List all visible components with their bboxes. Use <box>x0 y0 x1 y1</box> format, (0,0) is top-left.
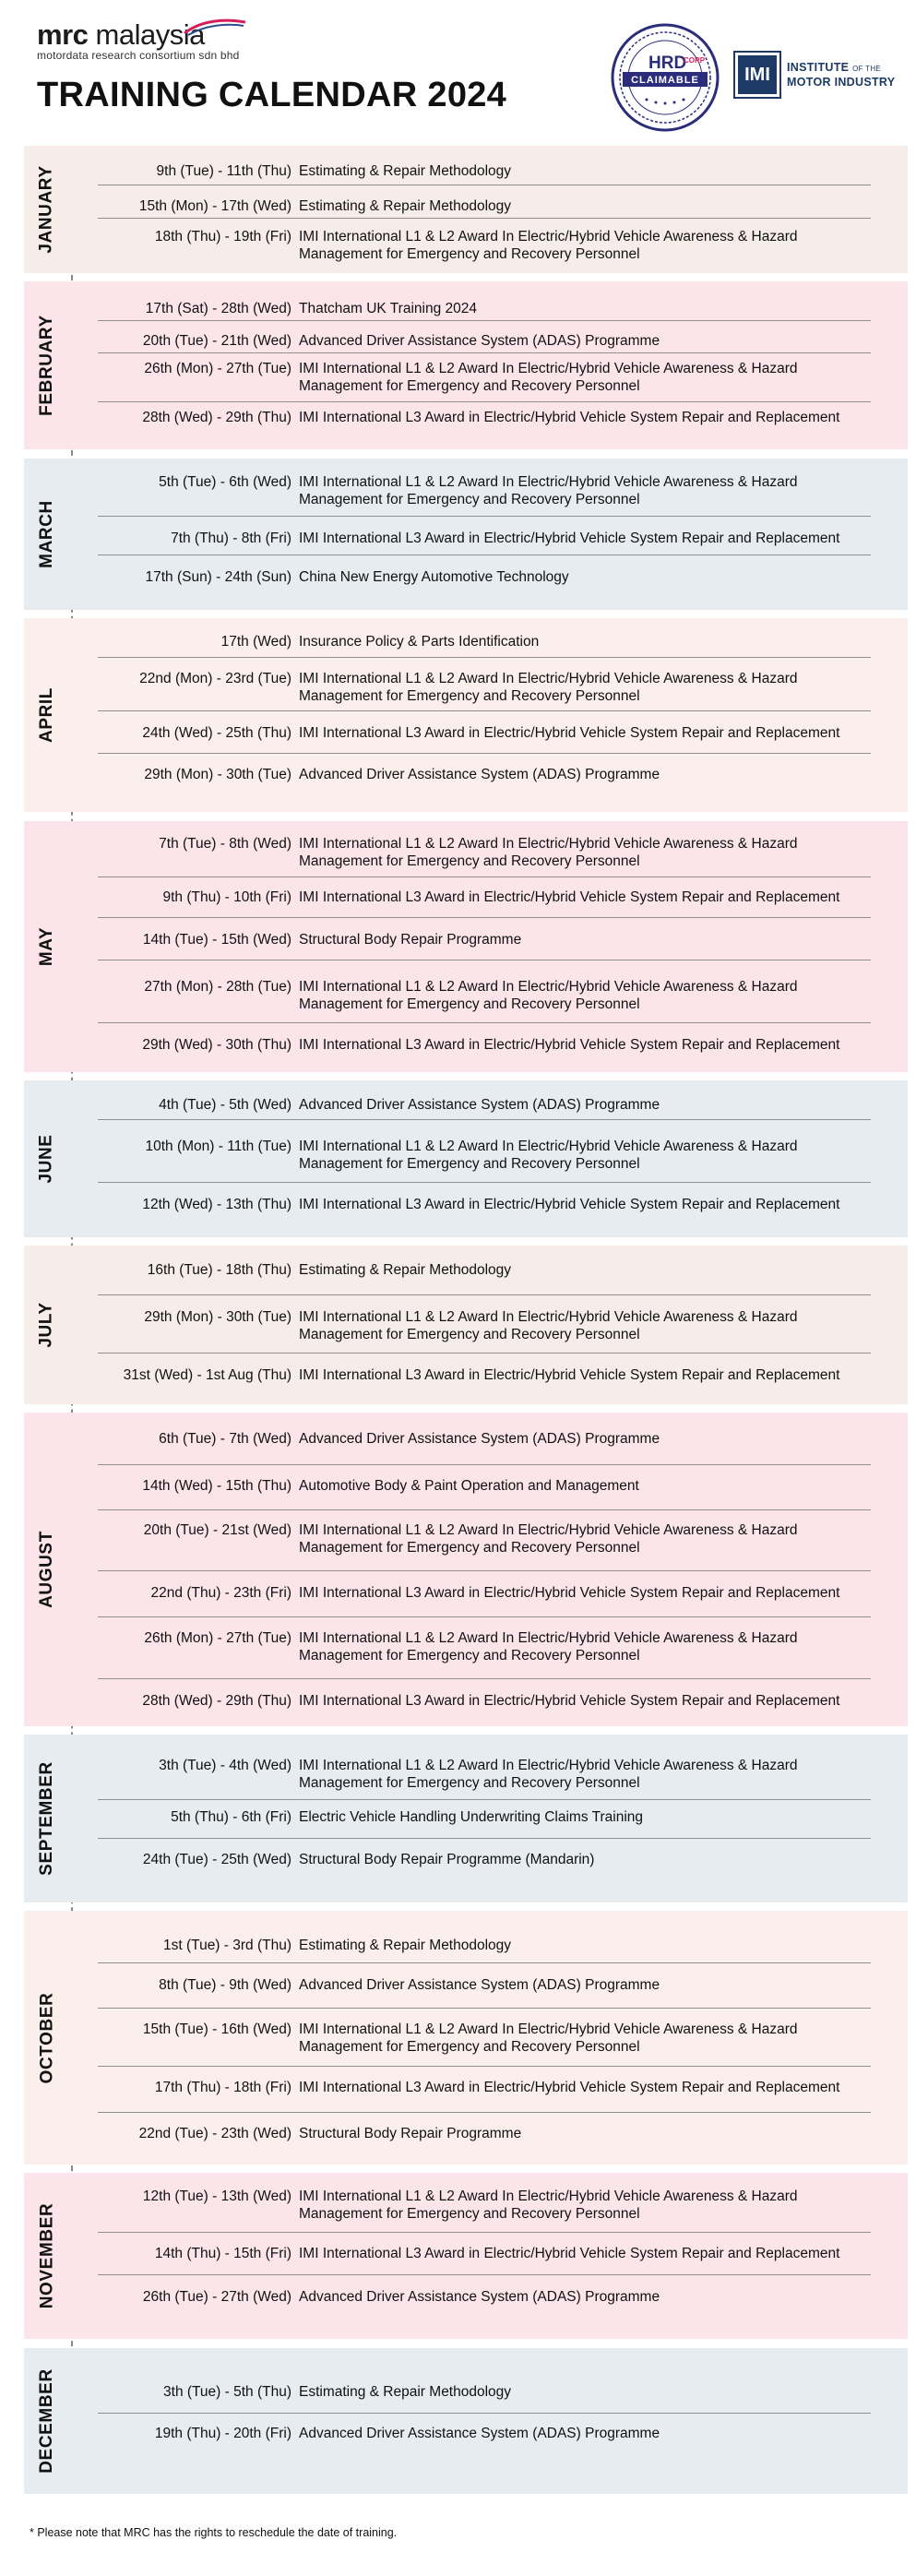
training-title: Estimating & Repair Methodology <box>299 2384 512 2400</box>
training-date: 17th (Sun) - 24th (Sun) <box>145 569 291 585</box>
month-name: OCTOBER <box>37 1992 57 2083</box>
row-divider <box>98 1353 871 1354</box>
imi-of-the-text: OF THE <box>852 64 882 73</box>
training-title: Advanced Driver Assistance System (ADAS) Programme <box>299 2426 660 2441</box>
training-date: 22nd (Tue) - 23th (Wed) <box>138 2126 291 2141</box>
month-section-august <box>24 1413 908 1726</box>
row-divider <box>98 1678 871 1679</box>
training-date: 1st (Tue) - 3rd (Thu) <box>163 1938 291 1953</box>
month-label <box>24 618 70 812</box>
training-title: IMI International L3 Award in Electric/Hybrid Vehicle System Repair and Replacement <box>299 1367 840 1383</box>
row-divider <box>98 753 871 754</box>
training-date: 9th (Thu) - 10th (Fri) <box>162 889 291 905</box>
training-date: 26th (Mon) - 27th (Tue) <box>144 361 291 376</box>
training-title: IMI International L1 & L2 Award In Electric/Hybrid Vehicle Awareness & Hazard Management for Emergency and Recovery Personnel <box>299 671 798 704</box>
training-title: IMI International L1 & L2 Award In Electric/Hybrid Vehicle Awareness & Hazard Management for Emergency and Recovery Personnel <box>299 474 798 507</box>
training-date: 16th (Tue) - 18th (Thu) <box>147 1262 291 1278</box>
training-title: Insurance Policy & Parts Identification <box>299 634 540 650</box>
row-divider <box>98 1022 871 1023</box>
training-date: 6th (Tue) - 7th (Wed) <box>159 1431 291 1447</box>
training-date: 8th (Tue) - 9th (Wed) <box>159 1977 291 1993</box>
training-date: 24th (Tue) - 25th (Wed) <box>142 1852 291 1867</box>
logo-swoosh-icon <box>183 17 247 37</box>
row-divider <box>98 2274 871 2275</box>
training-date: 29th (Wed) - 30th (Thu) <box>142 1037 291 1053</box>
row-divider <box>98 2008 871 2009</box>
row-divider <box>98 1838 871 1839</box>
month-section-april <box>24 618 908 812</box>
logo-malaysia-text: malaysia <box>95 18 205 51</box>
month-section-june <box>24 1080 908 1237</box>
month-section-december <box>24 2348 908 2494</box>
month-section-february <box>24 281 908 449</box>
month-label <box>24 1246 70 1404</box>
training-date: 26th (Mon) - 27th (Tue) <box>144 1630 291 1646</box>
row-divider <box>98 516 871 517</box>
training-title: Advanced Driver Assistance System (ADAS) Programme <box>299 767 660 782</box>
month-label <box>24 2173 70 2339</box>
training-date: 5th (Thu) - 6th (Fri) <box>171 1809 291 1825</box>
training-title: Electric Vehicle Handling Underwriting Claims Training <box>299 1809 644 1825</box>
month-name: JUNE <box>37 1134 56 1184</box>
month-name: MARCH <box>37 500 56 568</box>
training-title: IMI International L1 & L2 Award In Electric/Hybrid Vehicle Awareness & Hazard Management for Emergency and Recovery Personnel <box>299 2188 798 2222</box>
month-section-march <box>24 459 908 610</box>
hrd-text: HRD <box>648 54 687 73</box>
training-title: Advanced Driver Assistance System (ADAS) Programme <box>299 2289 660 2305</box>
training-date: 3th (Tue) - 5th (Thu) <box>163 2384 291 2400</box>
row-divider <box>98 2232 871 2233</box>
training-date: 4th (Tue) - 5th (Wed) <box>159 1097 291 1113</box>
claimable-text: CLAIMABLE <box>631 75 699 86</box>
training-date: 31st (Wed) - 1st Aug (Thu) <box>123 1367 291 1383</box>
training-title: IMI International L3 Award in Electric/Hybrid Vehicle System Repair and Replacement <box>299 889 840 905</box>
row-divider <box>98 1464 871 1465</box>
training-date: 12th (Tue) - 13th (Wed) <box>142 2188 291 2204</box>
training-date: 24th (Wed) - 25th (Thu) <box>142 725 291 741</box>
row-divider <box>98 1616 871 1617</box>
training-date: 10th (Mon) - 11th (Tue) <box>145 1139 291 1154</box>
training-date: 29th (Mon) - 30th (Tue) <box>144 1309 291 1325</box>
row-divider <box>98 1182 871 1183</box>
row-divider <box>98 2112 871 2113</box>
training-date: 17th (Wed) <box>220 634 291 650</box>
training-date: 15th (Mon) - 17th (Wed) <box>138 198 291 214</box>
month-name: SEPTEMBER <box>37 1761 57 1876</box>
mrc-malaysia-logo <box>37 20 240 62</box>
training-title: IMI International L3 Award in Electric/Hybrid Vehicle System Repair and Replacement <box>299 410 840 425</box>
hrd-corp-text: CORP <box>684 56 706 65</box>
training-title: IMI International L1 & L2 Award In Electric/Hybrid Vehicle Awareness & Hazard Management for Emergency and Recovery Personnel <box>299 229 798 262</box>
training-title: IMI International L1 & L2 Award In Electric/Hybrid Vehicle Awareness & Hazard Management for Emergency and Recovery Personnel <box>299 1139 798 1172</box>
training-date: 17th (Thu) - 18th (Fri) <box>154 2080 291 2095</box>
training-title: Advanced Driver Assistance System (ADAS) Programme <box>299 333 660 349</box>
row-divider <box>98 917 871 918</box>
training-title: Estimating & Repair Methodology <box>299 1938 512 1953</box>
imi-logo <box>735 52 895 98</box>
training-title: IMI International L1 & L2 Award In Electric/Hybrid Vehicle Awareness & Hazard Management for Emergency and Recovery Personnel <box>299 1522 798 1556</box>
training-title: IMI International L3 Award in Electric/Hybrid Vehicle System Repair and Replacement <box>299 725 840 741</box>
month-label <box>24 1080 70 1237</box>
month-label <box>24 2348 70 2494</box>
training-title: IMI International L3 Award in Electric/Hybrid Vehicle System Repair and Replacement <box>299 1037 840 1053</box>
row-divider <box>98 1509 871 1510</box>
training-title: Advanced Driver Assistance System (ADAS) Programme <box>299 1431 660 1447</box>
month-name: APRIL <box>37 687 56 743</box>
row-divider <box>98 2413 871 2414</box>
month-label <box>24 1735 70 1902</box>
training-date: 7th (Tue) - 8th (Wed) <box>159 836 291 852</box>
imi-mark: IMI <box>735 53 779 97</box>
training-date: 26th (Tue) - 27th (Wed) <box>142 2289 291 2305</box>
training-title: IMI International L1 & L2 Award In Electric/Hybrid Vehicle Awareness & Hazard Management for Emergency and Recovery Personnel <box>299 1758 798 1791</box>
training-title: IMI International L3 Award in Electric/Hybrid Vehicle System Repair and Replacement <box>299 1197 840 1212</box>
training-title: IMI International L3 Award in Electric/Hybrid Vehicle System Repair and Replacement <box>299 2246 840 2261</box>
row-divider <box>98 218 871 219</box>
training-date: 27th (Mon) - 28th (Tue) <box>144 979 291 995</box>
training-date: 5th (Tue) - 6th (Wed) <box>159 474 291 490</box>
month-section-january <box>24 146 908 273</box>
training-date: 22nd (Thu) - 23th (Fri) <box>150 1585 291 1601</box>
month-name: MAY <box>37 926 56 967</box>
month-section-may <box>24 821 908 1072</box>
training-title: Estimating & Repair Methodology <box>299 198 512 214</box>
month-name: NOVEMBER <box>37 2202 56 2309</box>
training-date: 7th (Thu) - 8th (Fri) <box>171 531 291 546</box>
month-label <box>24 1911 70 2165</box>
training-title: Automotive Body & Paint Operation and Management <box>299 1478 639 1494</box>
training-date: 20th (Tue) - 21st (Wed) <box>143 1522 291 1538</box>
training-title: IMI International L1 & L2 Award In Electric/Hybrid Vehicle Awareness & Hazard Management for Emergency and Recovery Personnel <box>299 836 798 869</box>
training-title: Structural Body Repair Programme <box>299 2126 522 2141</box>
month-name: FEBRUARY <box>37 315 56 416</box>
header <box>0 0 916 143</box>
row-divider <box>98 401 871 402</box>
training-title: IMI International L1 & L2 Award In Electric/Hybrid Vehicle Awareness & Hazard Management for Emergency and Recovery Personnel <box>299 1630 798 1664</box>
month-section-november <box>24 2173 908 2339</box>
footnote: * Please note that MRC has the rights to reschedule the date of training. <box>30 2526 398 2539</box>
training-date: 12th (Wed) - 13th (Thu) <box>142 1197 291 1212</box>
month-name: DECEMBER <box>37 2368 56 2474</box>
row-divider <box>98 1294 871 1295</box>
logo-mrc-text: mrc <box>37 18 89 51</box>
training-date: 18th (Thu) - 19th (Fri) <box>154 229 291 244</box>
training-title: IMI International L1 & L2 Award In Electric/Hybrid Vehicle Awareness & Hazard Management for Emergency and Recovery Personnel <box>299 361 798 394</box>
month-name: AUGUST <box>37 1531 57 1608</box>
training-title: IMI International L1 & L2 Award In Electric/Hybrid Vehicle Awareness & Hazard Management for Emergency and Recovery Personnel <box>299 1309 798 1342</box>
training-title: Thatcham UK Training 2024 <box>299 301 477 316</box>
training-title: IMI International L1 & L2 Award In Electric/Hybrid Vehicle Awareness & Hazard Management for Emergency and Recovery Personnel <box>299 2021 798 2055</box>
training-title: Advanced Driver Assistance System (ADAS) Programme <box>299 1097 660 1113</box>
training-date: 14th (Tue) - 15th (Wed) <box>142 932 291 948</box>
row-divider <box>98 1799 871 1800</box>
row-divider <box>98 2066 871 2067</box>
training-title: IMI International L1 & L2 Award In Electric/Hybrid Vehicle Awareness & Hazard Management for Emergency and Recovery Personnel <box>299 979 798 1012</box>
training-title: Structural Body Repair Programme (Mandarin) <box>299 1852 595 1867</box>
imi-motor-industry-text: MOTOR INDUSTRY <box>787 75 896 89</box>
month-section-october <box>24 1911 908 2165</box>
month-label <box>24 1413 70 1726</box>
month-label <box>24 146 70 273</box>
month-label <box>24 281 70 449</box>
row-divider <box>98 657 871 658</box>
month-name: JANUARY <box>37 165 56 254</box>
training-date: 28th (Wed) - 29th (Thu) <box>142 410 291 425</box>
training-date: 20th (Tue) - 21th (Wed) <box>142 333 291 349</box>
training-date: 22nd (Mon) - 23rd (Tue) <box>139 671 291 686</box>
training-date: 19th (Thu) - 20th (Fri) <box>154 2426 291 2441</box>
hrd-corp-claimable-badge <box>610 22 720 133</box>
logo-subtitle: motordata research consortium sdn bhd <box>37 49 240 62</box>
training-title: IMI International L3 Award in Electric/Hybrid Vehicle System Repair and Replacement <box>299 2080 840 2095</box>
month-section-july <box>24 1246 908 1404</box>
training-title: IMI International L3 Award in Electric/Hybrid Vehicle System Repair and Replacement <box>299 1585 840 1601</box>
training-date: 28th (Wed) - 29th (Thu) <box>142 1693 291 1709</box>
training-title: Estimating & Repair Methodology <box>299 163 512 179</box>
training-title: IMI International L3 Award in Electric/Hybrid Vehicle System Repair and Replacement <box>299 531 840 546</box>
month-label <box>24 459 70 610</box>
row-divider <box>98 1119 871 1120</box>
training-date: 15th (Tue) - 16th (Wed) <box>142 2021 291 2037</box>
training-date: 14th (Thu) - 15th (Fri) <box>154 2246 291 2261</box>
row-divider <box>98 710 871 711</box>
month-section-september <box>24 1735 908 1902</box>
training-title: China New Energy Automotive Technology <box>299 569 569 585</box>
month-label <box>24 821 70 1072</box>
training-date: 9th (Tue) - 11th (Thu) <box>156 163 291 179</box>
month-name: JULY <box>36 1302 56 1348</box>
training-date: 29th (Mon) - 30th (Tue) <box>144 767 291 782</box>
row-divider <box>98 1962 871 1963</box>
training-title: IMI International L3 Award in Electric/Hybrid Vehicle System Repair and Replacement <box>299 1693 840 1709</box>
row-divider <box>98 320 871 321</box>
training-date: 14th (Wed) - 15th (Thu) <box>142 1478 291 1494</box>
training-date: 17th (Sat) - 28th (Wed) <box>145 301 291 316</box>
row-divider <box>98 1570 871 1571</box>
imi-institute-text: INSTITUTE <box>787 60 850 74</box>
training-title: Structural Body Repair Programme <box>299 932 522 948</box>
row-divider <box>98 352 871 353</box>
page-title: TRAINING CALENDAR 2024 <box>37 76 507 114</box>
training-title: Advanced Driver Assistance System (ADAS) Programme <box>299 1977 660 1993</box>
training-title: Estimating & Repair Methodology <box>299 1262 512 1278</box>
training-date: 3th (Tue) - 4th (Wed) <box>159 1758 291 1773</box>
